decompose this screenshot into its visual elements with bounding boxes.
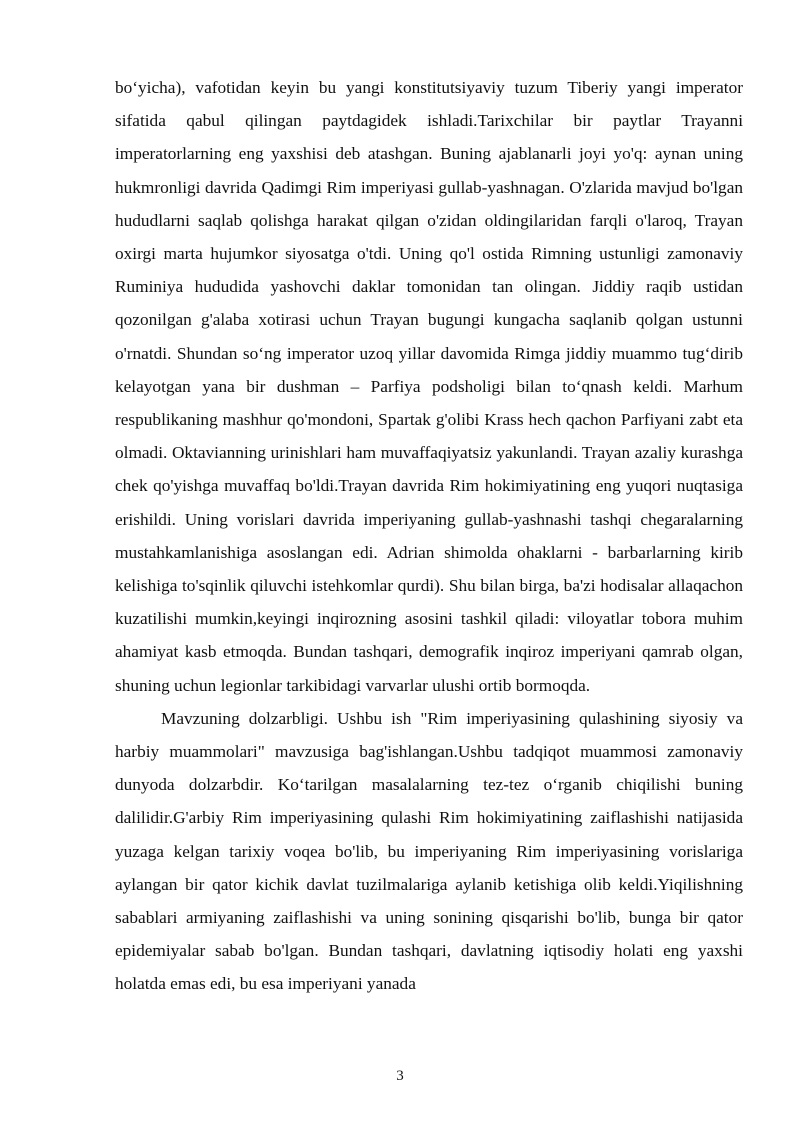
paragraph-continuation: bo‘yicha), vafotidan keyin bu yangi konstitutsiyaviy tuzum Tiberiy yangi imperator sifatida qabul qilingan paytdagidek ishladi.Tarixchilar bir paytlar Trayanni imperatorlarning eng yaxshisi deb atashgan. Buning ajablanarli joyi yo'q: aynan uning hukmronligi davrida Qadimgi Rim imperiyasi gullab-yashnagan. O'zlarida mavjud bo'lgan hududlarni saqlab qolishga harakat qilgan o'zidan oldingilaridan farqli o'laroq, Trayan oxirgi marta hujumkor siyosatga o'tdi. Uning qo'l ostida Rimning ustunligi zamonaviy Ruminiya hududida yashovchi daklar tomonidan tan olingan. Jiddiy raqib ustidan qozonilgan g'alaba xotirasi uchun Trayan bugungi kungacha saqlanib qolgan ustunni o'rnatdi. Shundan so‘ng imperator uzoq yillar davomida Rimga jiddiy muammo tug‘dirib kelayotgan yana bir dushman – Parfiya podsholigi bilan to‘qnash keldi. Marhum respublikaning mashhur qo'mondoni, Spartak g'olibi Krass hech qachon Parfiyani zabt eta olmadi. Oktavianning urinishlari ham muvaffaqiyatsiz yakunlandi. Trayan azaliy kurashga chek qo'yishga muvaffaq bo'ldi.Trayan davrida Rim hokimiyatining eng yuqori nuqtasiga erishildi. Uning vorislari davrida imperiyaning gullab-yashnashi tashqi chegaralarning mustahkamlanishiga asoslangan edi. Adrian shimolda ohaklarni - barbarlarning kirib kelishiga to'sqinlik qiluvchi istehkomlar qurdi). Shu bilan birga, ba'zi hodisalar allaqachon kuzatilishi mumkin,keyingi inqirozning asosini tashkil qiladi: viloyatlar tobora muhim ahamiyat kasb etmoqda. Bundan tashqari, demografik inqiroz imperiyani qamrab olgan, shuning uchun legionlar tarkibidagi varvarlar ulushi ortib bormoqda. (115, 78, 743, 695)
page-number: 3 (396, 1068, 404, 1084)
paragraph-topic-relevance: Mavzuning dolzarbligi. Ushbu ish "Rim imperiyasining qulashining siyosiy va harbiy muammolari" mavzusiga bag'ishlangan.Ushbu tadqiqot muammosi zamonaviy dunyoda dolzarbdir. Ko‘tarilgan masalalarning tez-tez o‘rganib chiqilishi buning dalilidir.G'arbiy Rim imperiyasining qulashi Rim hokimiyatining zaiflashishi natijasida yuzaga kelgan tarixiy voqea bo'lib, bu imperiyaning Rim imperiyasining vorislariga aylangan bir qator kichik davlat tuzilmalariga aylanib ketishiga olib keldi.Yiqilishning sabablari armiyaning zaiflashishi va uning sonining qisqarishi bo'lib, bunga bir qator epidemiyalar sabab bo'lgan. Bundan tashqari, davlatning iqtisodiy holati eng yaxshi holatda emas edi, bu esa imperiyani yanada (115, 708, 743, 994)
body-text (115, 71, 743, 1001)
